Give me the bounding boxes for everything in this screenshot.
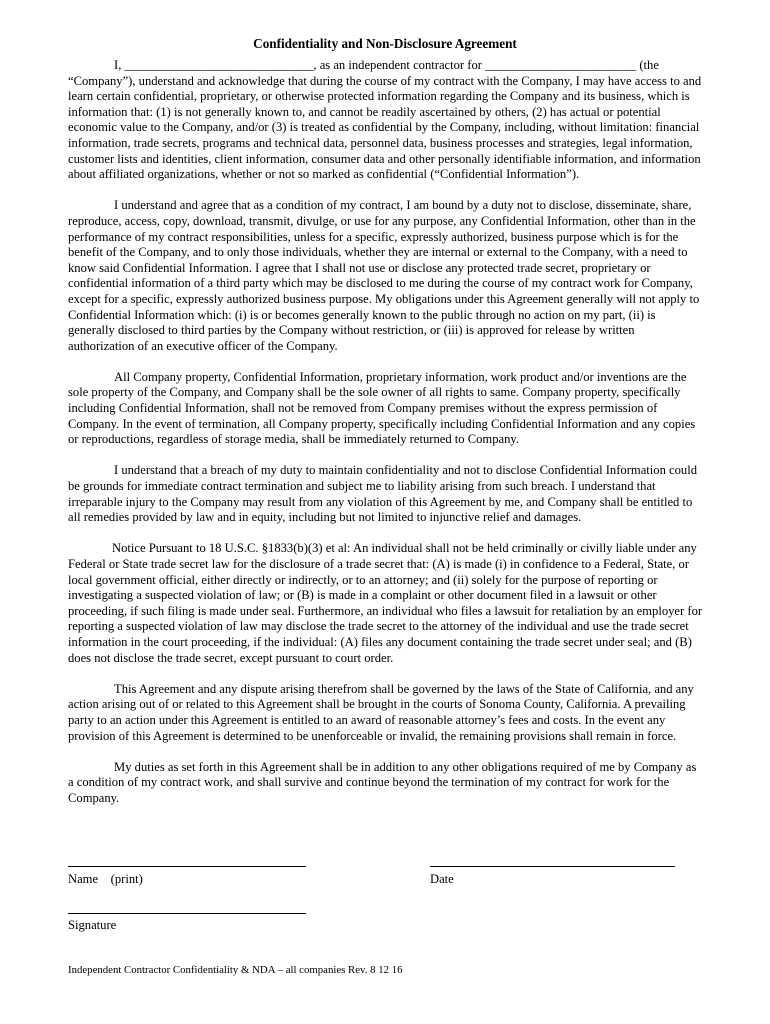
- signature-line[interactable]: [68, 913, 306, 914]
- intro-paragraph: I, ______________________________, as an independent contractor for ________________________ (the “Company”), understand and acknowledge that during the course of my contract with the Company, I may have access to and learn certain confidential, proprietary, or otherwise protected information regarding the Company and its business, which is information that: (1) is not generally known to, and cannot be readily ascertained by others, (2) has actual or potential economic value to the Company, and/or (3) is treated as confidential by the Company, including, without limitation: financial information, trade secrets, programs and technical data, personnel data, business processes and strategies, legal information, customer lists and identities, client information, consumer data and other personally identifiable information, and information about affiliated organizations, whether or not so marked as confidential (“Confidential Information”).: [68, 58, 702, 182]
- name-line[interactable]: [68, 866, 306, 867]
- date-label: Date: [430, 872, 454, 886]
- duties-paragraph: My duties as set forth in this Agreement shall be in addition to any other obligations required of me by Company as a condition of my contract work, and shall survive and continue beyond the termination of my contract for work for the Company.: [68, 759, 697, 805]
- property-paragraph: All Company property, Confidential Information, proprietary information, work product and/or inventions are the sole property of the Company, and Company shall be the sole owner of all rights to same. Company property, specifically including Confidential Information, shall not be removed from Company premises without the express permission of Company. In the event of termination, all Company property, specifically including Confidential Information and any copies or reproductions, regardless of storage media, shall be immediately returned to Company.: [68, 369, 696, 447]
- agreement-body: [68, 58, 704, 822]
- signature-label: Signature: [68, 918, 117, 932]
- name-label: Name (print): [68, 872, 143, 886]
- breach-paragraph: I understand that a breach of my duty to maintain confidentiality and not to disclose Confidential Information could be grounds for immediate contract termination and subject me to liability arising from such breach. I understand that irreparable injury to the Company may result from any violation of this Agreement by me, and Company shall be entitled to all remedies provided by law and in equity, including but not limited to injunctive relief and damages.: [68, 463, 698, 525]
- notice-paragraph: Notice Pursuant to 18 U.S.C. §1833(b)(3) et al: An individual shall not be held criminally or civilly liable under any Federal or State trade secret law for the disclosure of a trade secret that: (A) is made (i) in confidence to a Federal, State, or local government official, either directly or indirectly, or to an attorney; and (ii) solely for the purpose of reporting or investigating a suspected violation of law; or (B) is made in a complaint or other document filed in a lawsuit or other proceeding, if such filing is made under seal. Furthermore, an individual who files a lawsuit for retaliation by an employer for reporting a suspected violation of law may disclose the trade secret to the attorney of the individual and use the trade secret information in the court proceeding, if the individual: (A) files any document containing the trade secret under seal; and (B) does not disclose the trade secret, except pursuant to court order.: [68, 541, 703, 665]
- governing-law-paragraph: This Agreement and any dispute arising therefrom shall be governed by the laws of the State of California, and any action arising out of or related to this Agreement shall be brought in the courts of Sonoma County, California. A prevailing party to an action under this Agreement is entitled to an award of reasonable attorney’s fees and costs. In the event any provision of this Agreement is determined to be unenforceable or invalid, the remaining provisions shall remain in force.: [68, 681, 694, 743]
- date-line[interactable]: [430, 866, 675, 867]
- document-title: Confidentiality and Non-Disclosure Agreement: [253, 36, 517, 51]
- duty-paragraph: I understand and agree that as a condition of my contract, I am bound by a duty not to disclose, disseminate, share, reproduce, access, copy, download, transmit, divulge, or use for any purpose, any Confidential Information, other than in the performance of my contract responsibilities, unless for a specific, expressly authorized, business purpose which is for the benefit of the Company, and to only those individuals, whether they are internal or external to the Company, with a need to know said Confidential Information. I agree that I shall not use or disclose any protected trade secret, proprietary or confidential information of a third party which may be disclosed to me during the course of my contract work for Company, except for a specific, expressly authorized business purpose. My obligations under this Agreement generally will not apply to Confidential Information which: (i) is or becomes generally known to the public through no action on my part, (ii) is generally disclosed to third parties by the Company without restriction, or (iii) is approved for release by written authorization of an executive officer of the Company.: [68, 198, 700, 353]
- document-footer: Independent Contractor Confidentiality & NDA – all companies Rev. 8 12 16: [68, 964, 403, 976]
